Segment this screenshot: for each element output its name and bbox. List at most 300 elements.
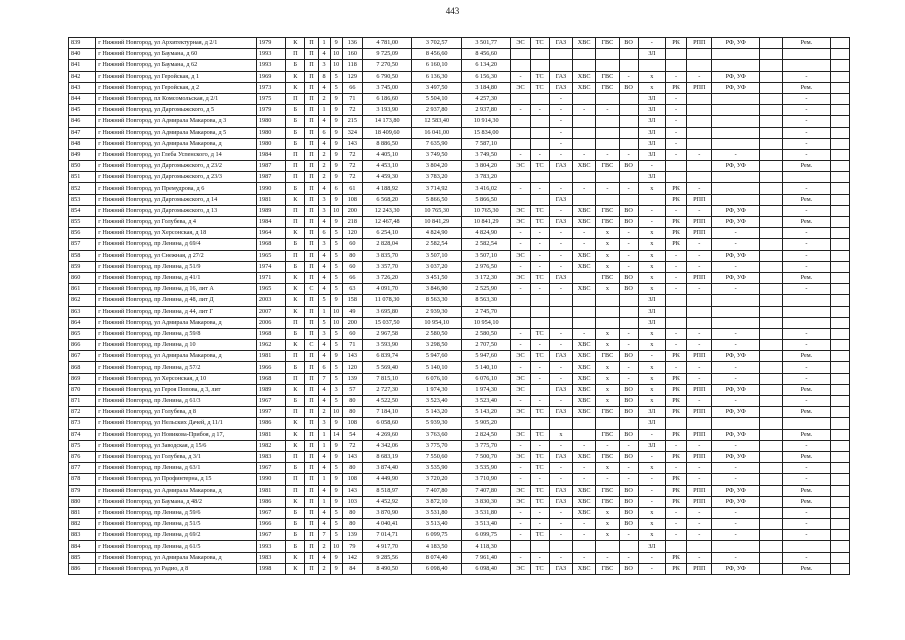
cell-year: 1981 <box>256 351 285 362</box>
cell-type: П <box>305 116 318 127</box>
cell-u1 <box>511 418 530 429</box>
cell-area_private: 2 976,50 <box>461 261 511 272</box>
cell-u8 <box>665 541 686 552</box>
cell-entrances: 10 <box>330 60 342 71</box>
cell-u4: ХВС <box>573 250 596 261</box>
cell-u6: ВО <box>619 351 638 362</box>
cell-address: г Нижний Новгород, пр Ленина, д 61/5 <box>96 541 257 552</box>
table-row <box>69 205 850 216</box>
cell-entrances: 5 <box>330 71 342 82</box>
cell-u8 <box>665 172 686 183</box>
cell-address: г Нижний Новгород, ул Адмирала Макарова, д 5 <box>96 127 257 138</box>
table-row <box>69 362 850 373</box>
cell-year: 1983 <box>256 552 285 563</box>
cell-entrances: 9 <box>330 127 342 138</box>
cell-u2: - <box>530 149 549 160</box>
cell-id: 860 <box>69 272 96 283</box>
cell-u4: - <box>573 463 596 474</box>
cell-year: 1967 <box>256 530 285 541</box>
cell-u3: - <box>549 463 572 474</box>
cell-area_living: 3 497,50 <box>412 82 462 93</box>
cell-area_private: 3 783,20 <box>461 172 511 183</box>
cell-apartments: 72 <box>342 172 362 183</box>
cell-u8: РК <box>665 217 686 228</box>
cell-entrances: 9 <box>330 440 342 451</box>
cell-u7: х <box>638 71 665 82</box>
table-row <box>69 396 850 407</box>
cell-address: г Нижний Новгород, пр Ленина, д 69/4 <box>96 239 257 250</box>
cell-u5: ГВС <box>596 38 619 49</box>
cell-u6: - <box>619 373 638 384</box>
cell-year: 1975 <box>256 93 285 104</box>
cell-year: 1983 <box>256 451 285 462</box>
cell-u11 <box>759 384 782 395</box>
cell-u11 <box>759 407 782 418</box>
cell-apartments: 143 <box>342 485 362 496</box>
cell-u7: ЗЛ <box>638 407 665 418</box>
cell-u2: - <box>530 105 549 116</box>
cell-u6: ВО <box>619 205 638 216</box>
table-row <box>69 474 850 485</box>
cell-floors: 1 <box>318 496 330 507</box>
table-row <box>69 228 850 239</box>
cell-apartments: 66 <box>342 82 362 93</box>
cell-area_living: 3 702,57 <box>412 38 462 49</box>
cell-material: Б <box>286 138 305 149</box>
cell-type: П <box>305 261 318 272</box>
cell-area_private: 1 974,30 <box>461 384 511 395</box>
cell-entrances: 9 <box>330 161 342 172</box>
cell-id: 864 <box>69 317 96 328</box>
cell-u13 <box>830 93 849 104</box>
cell-u4: ХВС <box>573 507 596 518</box>
cell-u10: РФ, УФ <box>712 351 759 362</box>
cell-u10: - <box>712 239 759 250</box>
cell-u1: - <box>511 261 530 272</box>
cell-u2 <box>530 138 549 149</box>
cell-u13 <box>830 82 849 93</box>
cell-u8 <box>665 60 686 71</box>
cell-area_living: 1 974,30 <box>412 384 462 395</box>
table-row <box>69 463 850 474</box>
cell-year: 1997 <box>256 407 285 418</box>
cell-entrances: 9 <box>330 138 342 149</box>
cell-entrances: 10 <box>330 306 342 317</box>
cell-apartments: 324 <box>342 127 362 138</box>
cell-u13 <box>830 384 849 395</box>
cell-u7: ЗЛ <box>638 440 665 451</box>
table-row <box>69 384 850 395</box>
table-row <box>69 261 850 272</box>
cell-u12 <box>783 418 830 429</box>
cell-apartments: 143 <box>342 138 362 149</box>
cell-area_private: 3 531,80 <box>461 507 511 518</box>
cell-u5: - <box>596 552 619 563</box>
cell-type: П <box>305 272 318 283</box>
cell-u6 <box>619 317 638 328</box>
cell-address: г Нижний Новгород, ул Геройская, д 2 <box>96 82 257 93</box>
cell-floors: 4 <box>318 507 330 518</box>
cell-u11 <box>759 474 782 485</box>
cell-u10 <box>712 541 759 552</box>
cell-area_living: 10 841,29 <box>412 217 462 228</box>
cell-area_total: 4 188,92 <box>362 183 412 194</box>
cell-u4: ХВС <box>573 485 596 496</box>
cell-address: г Нижний Новгород, ул Херсонская, д 10 <box>96 373 257 384</box>
cell-address: г Нижний Новгород, ул Херсонская, д 18 <box>96 228 257 239</box>
cell-floors: 1 <box>318 429 330 440</box>
cell-type: П <box>305 172 318 183</box>
cell-u8: - <box>665 530 686 541</box>
cell-area_living: 2 580,50 <box>412 328 462 339</box>
cell-u6: ВО <box>619 485 638 496</box>
cell-u13 <box>830 317 849 328</box>
cell-u13 <box>830 161 849 172</box>
cell-u8: РК <box>665 429 686 440</box>
cell-u10: РФ, УФ <box>712 451 759 462</box>
cell-area_living: 3 720,20 <box>412 474 462 485</box>
cell-u2: - <box>530 373 549 384</box>
cell-year: 1981 <box>256 194 285 205</box>
cell-u9: - <box>687 261 712 272</box>
cell-type: П <box>305 295 318 306</box>
cell-u3: - <box>549 138 572 149</box>
table-row <box>69 149 850 160</box>
cell-u10: - <box>712 362 759 373</box>
cell-area_living: 6 076,10 <box>412 373 462 384</box>
cell-u7: - <box>638 217 665 228</box>
cell-area_living: 3 846,90 <box>412 284 462 295</box>
cell-material: К <box>286 563 305 574</box>
cell-u7: х <box>638 507 665 518</box>
cell-u7: х <box>638 463 665 474</box>
cell-u5: х <box>596 239 619 250</box>
table-row <box>69 317 850 328</box>
cell-type: П <box>305 138 318 149</box>
cell-area_living: 3 775,70 <box>412 440 462 451</box>
cell-u13 <box>830 205 849 216</box>
cell-u7: х <box>638 261 665 272</box>
cell-u1: - <box>511 239 530 250</box>
cell-u6: - <box>619 328 638 339</box>
cell-u12: - <box>783 362 830 373</box>
cell-u1: ЭС <box>511 496 530 507</box>
cell-address: г Нижний Новгород, пр Ленина, д 44, лит Г <box>96 306 257 317</box>
cell-u9 <box>687 541 712 552</box>
cell-u4: ХВС <box>573 496 596 507</box>
cell-u4: ХВС <box>573 351 596 362</box>
cell-entrances: 9 <box>330 217 342 228</box>
cell-address: г Нижний Новгород, ул Адмирала Макарова, д 3 <box>96 116 257 127</box>
cell-u4: - <box>573 440 596 451</box>
cell-area_living: 4 183,50 <box>412 541 462 552</box>
cell-u12 <box>783 172 830 183</box>
cell-apartments: 143 <box>342 351 362 362</box>
cell-address: г Нижний Новгород, пр Ленина, д 16, лит А <box>96 284 257 295</box>
cell-year: 1984 <box>256 217 285 228</box>
cell-address: г Нижний Новгород, пр Ленина, д 51/9 <box>96 261 257 272</box>
cell-year: 1965 <box>256 284 285 295</box>
cell-id: 857 <box>69 239 96 250</box>
cell-u3: - <box>549 127 572 138</box>
cell-u11 <box>759 239 782 250</box>
cell-id: 859 <box>69 261 96 272</box>
cell-entrances: 5 <box>330 261 342 272</box>
cell-u7: ЗЛ <box>638 295 665 306</box>
cell-entrances: 5 <box>330 284 342 295</box>
cell-u2: - <box>530 519 549 530</box>
cell-u12: Рем. <box>783 451 830 462</box>
cell-u11 <box>759 161 782 172</box>
cell-u12 <box>783 541 830 552</box>
cell-area_private: 3 749,50 <box>461 149 511 160</box>
cell-u7: ЗЛ <box>638 541 665 552</box>
cell-floors: 4 <box>318 183 330 194</box>
cell-area_private: 2 580,50 <box>461 328 511 339</box>
cell-u9: РПП <box>687 451 712 462</box>
cell-material: П <box>286 49 305 60</box>
cell-u13 <box>830 250 849 261</box>
cell-year: 1980 <box>256 138 285 149</box>
cell-u8: - <box>665 127 686 138</box>
cell-u6: ВО <box>619 519 638 530</box>
cell-u4 <box>573 127 596 138</box>
cell-area_living: 5 947,60 <box>412 351 462 362</box>
cell-u2 <box>530 49 549 60</box>
cell-u7: х <box>638 362 665 373</box>
cell-u6: - <box>619 239 638 250</box>
cell-id: 871 <box>69 396 96 407</box>
cell-u13 <box>830 362 849 373</box>
cell-u3: ГАЗ <box>549 485 572 496</box>
cell-year: 1967 <box>256 463 285 474</box>
table-row <box>69 239 850 250</box>
cell-material: П <box>286 217 305 228</box>
cell-u9: - <box>687 183 712 194</box>
cell-apartments: 160 <box>342 49 362 60</box>
cell-year: 1968 <box>256 373 285 384</box>
cell-u10: - <box>712 396 759 407</box>
cell-u4: - <box>573 239 596 250</box>
cell-id: 870 <box>69 384 96 395</box>
cell-u10: - <box>712 519 759 530</box>
cell-u8: РК <box>665 552 686 563</box>
cell-type: П <box>305 496 318 507</box>
cell-u8: РК <box>665 563 686 574</box>
cell-apartments: 139 <box>342 373 362 384</box>
cell-u5: - <box>596 440 619 451</box>
cell-u1 <box>511 541 530 552</box>
cell-u6 <box>619 418 638 429</box>
cell-id: 847 <box>69 127 96 138</box>
cell-area_total: 6 790,50 <box>362 71 412 82</box>
cell-area_private: 10 914,30 <box>461 116 511 127</box>
cell-area_living: 3 523,40 <box>412 396 462 407</box>
cell-floors: 3 <box>318 239 330 250</box>
cell-address: г Нижний Новгород, ул Адмирала Макарова, д <box>96 138 257 149</box>
cell-u4: ХВС <box>573 384 596 395</box>
cell-area_private: 10 954,10 <box>461 317 511 328</box>
cell-year: 1986 <box>256 496 285 507</box>
cell-u9: РПП <box>687 429 712 440</box>
cell-address: г Нижний Новгород, пл Комсомольская, д 2/1 <box>96 93 257 104</box>
cell-u1 <box>511 127 530 138</box>
cell-u1: ЭС <box>511 429 530 440</box>
cell-floors: 4 <box>318 49 330 60</box>
cell-address: г Нижний Новгород, ул Баумана, д 62 <box>96 60 257 71</box>
cell-u2: - <box>530 250 549 261</box>
cell-u1: - <box>511 552 530 563</box>
cell-apartments: 108 <box>342 194 362 205</box>
cell-u2: - <box>530 507 549 518</box>
cell-u7: х <box>638 340 665 351</box>
cell-u5: ГВС <box>596 407 619 418</box>
cell-apartments: 215 <box>342 116 362 127</box>
cell-u13 <box>830 519 849 530</box>
cell-u8: - <box>665 71 686 82</box>
cell-u1: - <box>511 507 530 518</box>
cell-u5 <box>596 138 619 149</box>
cell-u13 <box>830 463 849 474</box>
cell-area_living: 3 714,92 <box>412 183 462 194</box>
cell-u7: х <box>638 396 665 407</box>
cell-u7: х <box>638 384 665 395</box>
cell-year: 1973 <box>256 82 285 93</box>
cell-entrances: 9 <box>330 563 342 574</box>
table-row <box>69 440 850 451</box>
cell-u7: - <box>638 38 665 49</box>
cell-u12: - <box>783 519 830 530</box>
cell-u4: - <box>573 228 596 239</box>
cell-u13 <box>830 429 849 440</box>
cell-u11 <box>759 38 782 49</box>
cell-u5 <box>596 172 619 183</box>
cell-u13 <box>830 217 849 228</box>
cell-u2: ТС <box>530 161 549 172</box>
cell-entrances: 5 <box>330 272 342 283</box>
cell-u8: РК <box>665 396 686 407</box>
cell-address: г Нижний Новгород, ул Даргомыжского, д 23/3 <box>96 172 257 183</box>
cell-u10 <box>712 105 759 116</box>
cell-u9: - <box>687 149 712 160</box>
cell-apartments: 72 <box>342 105 362 116</box>
cell-u5 <box>596 418 619 429</box>
cell-u3: - <box>549 250 572 261</box>
cell-type: П <box>305 49 318 60</box>
cell-entrances: 5 <box>330 396 342 407</box>
cell-u3: ГАЗ <box>549 194 572 205</box>
cell-u3: - <box>549 440 572 451</box>
cell-u3: ГАЗ <box>549 217 572 228</box>
cell-u2: ТС <box>530 272 549 283</box>
cell-u9: - <box>687 284 712 295</box>
cell-material: Б <box>286 519 305 530</box>
cell-u11 <box>759 530 782 541</box>
cell-u9: РПП <box>687 38 712 49</box>
cell-u4 <box>573 60 596 71</box>
cell-u7: ЗЛ <box>638 127 665 138</box>
cell-u9: РПП <box>687 563 712 574</box>
cell-u12: Рем. <box>783 217 830 228</box>
cell-u7: ЗЛ <box>638 116 665 127</box>
cell-u9: - <box>687 552 712 563</box>
cell-u9: - <box>687 205 712 216</box>
cell-u6: ВО <box>619 429 638 440</box>
cell-u11 <box>759 149 782 160</box>
cell-u8: - <box>665 507 686 518</box>
cell-u3: ГАЗ <box>549 71 572 82</box>
table-row <box>69 530 850 541</box>
cell-u8: - <box>665 340 686 351</box>
cell-u3: ГАЗ <box>549 384 572 395</box>
cell-entrances: 3 <box>330 384 342 395</box>
cell-area_living: 16 041,00 <box>412 127 462 138</box>
cell-u11 <box>759 451 782 462</box>
cell-u5: х <box>596 396 619 407</box>
cell-type: П <box>305 306 318 317</box>
cell-u5 <box>596 295 619 306</box>
cell-u11 <box>759 351 782 362</box>
cell-u1 <box>511 172 530 183</box>
cell-u13 <box>830 49 849 60</box>
cell-u2 <box>530 306 549 317</box>
cell-material: П <box>286 172 305 183</box>
cell-address: г Нижний Новгород, ул Новикова-Прибоя, д 17, <box>96 429 257 440</box>
cell-area_total: 7 815,10 <box>362 373 412 384</box>
cell-u4: - <box>573 149 596 160</box>
cell-u7: х <box>638 82 665 93</box>
cell-u6: - <box>619 228 638 239</box>
cell-u2: ТС <box>530 429 549 440</box>
cell-u9 <box>687 418 712 429</box>
cell-u5: х <box>596 530 619 541</box>
cell-material: П <box>286 317 305 328</box>
cell-material: К <box>286 429 305 440</box>
cell-u1 <box>511 306 530 317</box>
cell-u11 <box>759 317 782 328</box>
cell-area_living: 3 451,50 <box>412 272 462 283</box>
cell-u9: - <box>687 250 712 261</box>
cell-u6 <box>619 49 638 60</box>
cell-u10: РФ, УФ <box>712 563 759 574</box>
cell-u13 <box>830 71 849 82</box>
cell-u4: - <box>573 474 596 485</box>
cell-type: П <box>305 384 318 395</box>
table-row <box>69 127 850 138</box>
cell-apartments: 63 <box>342 284 362 295</box>
cell-entrances: 9 <box>330 149 342 160</box>
cell-u2: - <box>530 552 549 563</box>
cell-u4 <box>573 172 596 183</box>
cell-type: П <box>305 429 318 440</box>
cell-area_private: 5 143,20 <box>461 407 511 418</box>
cell-year: 1979 <box>256 38 285 49</box>
cell-u13 <box>830 194 849 205</box>
cell-u8: РК <box>665 384 686 395</box>
cell-id: 861 <box>69 284 96 295</box>
cell-area_total: 4 405,10 <box>362 149 412 160</box>
table-row <box>69 161 850 172</box>
cell-u12: Рем. <box>783 384 830 395</box>
cell-id: 879 <box>69 485 96 496</box>
cell-u7: ЗЛ <box>638 306 665 317</box>
cell-u8 <box>665 317 686 328</box>
cell-id: 886 <box>69 563 96 574</box>
cell-u7: х <box>638 183 665 194</box>
cell-u2: - <box>530 228 549 239</box>
cell-area_living: 12 583,40 <box>412 116 462 127</box>
cell-address: г Нижний Новгород, пр Ленина, д 69/2 <box>96 530 257 541</box>
